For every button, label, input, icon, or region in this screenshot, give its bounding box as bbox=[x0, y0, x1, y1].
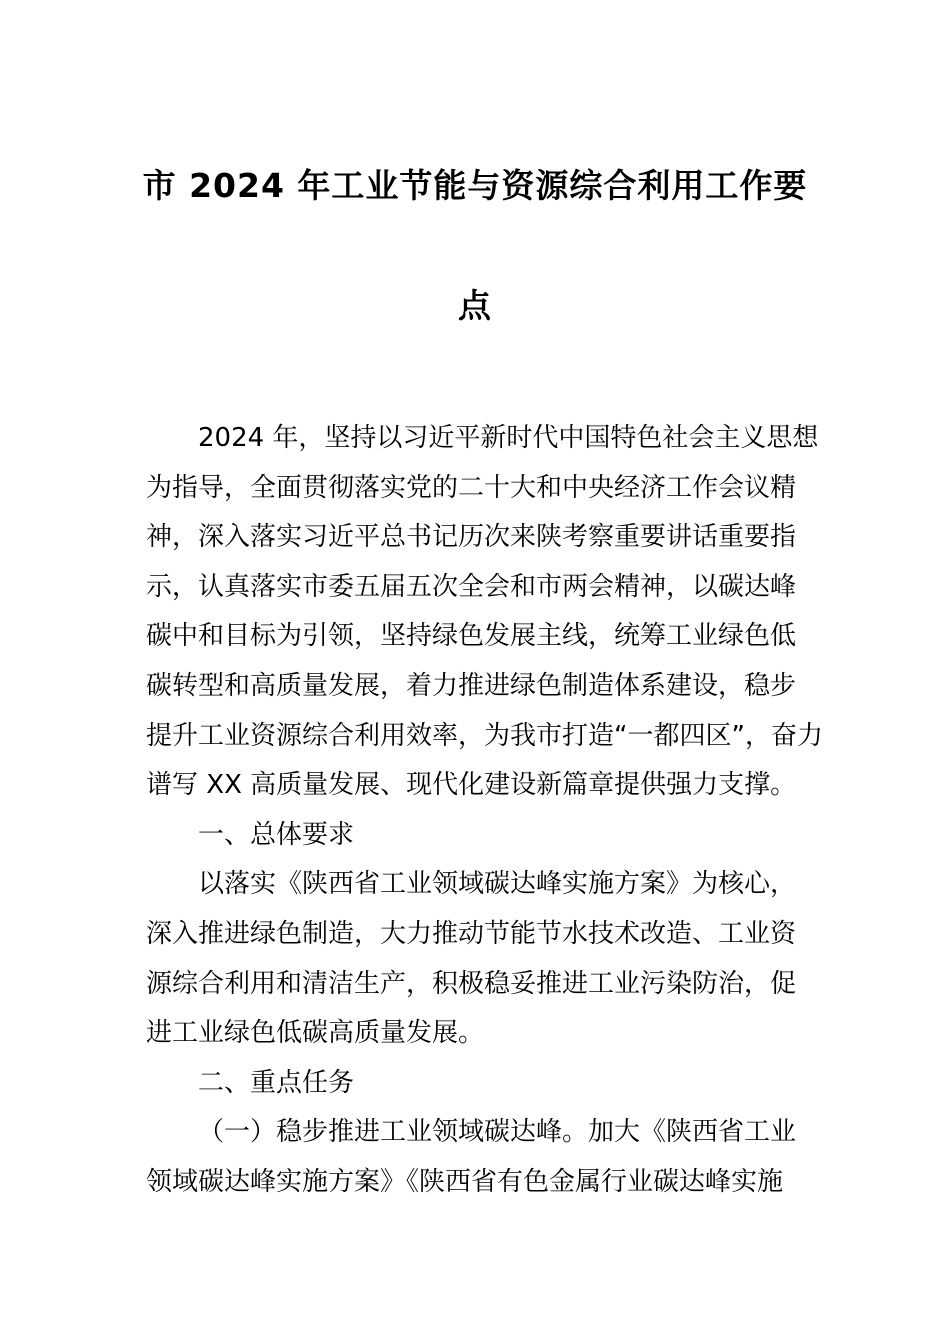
paragraph-1-line-8: 谱写 XX 高质量发展、现代化建设新篇章提供强力支撑。 bbox=[146, 770, 797, 801]
paragraph-1-line-4: 示，认真落实市委五届五次全会和市两会精神，以碳达峰 bbox=[146, 571, 797, 602]
paragraph-2-line-4: 进工业绿色低碳高质量发展。 bbox=[146, 1018, 485, 1049]
paragraph-1-line-1: 2024 年，坚持以习近平新时代中国特色社会主义思想 bbox=[198, 423, 819, 453]
paragraph-2-line-2: 深入推进绿色制造，大力推动节能节水技术改造、工业资 bbox=[146, 918, 797, 949]
document-body bbox=[146, 414, 823, 1208]
paragraph-1-line-5: 碳中和目标为引领，坚持绿色发展主线，统筹工业绿色低 bbox=[146, 621, 797, 652]
paragraph-1-line-6: 碳转型和高质量发展，着力推进绿色制造体系建设，稳步 bbox=[146, 670, 797, 701]
paragraph-2-line-3: 源综合利用和清洁生产，积极稳妥推进工业污染防治，促 bbox=[146, 968, 797, 999]
paragraph-3-line-1: （一）稳步推进工业领域碳达峰。加大《陕西省工业 bbox=[198, 1117, 797, 1148]
section-heading-2: 二、重点任务 bbox=[198, 1067, 355, 1098]
paragraph-1-line-7: 提升工业资源综合利用效率，为我市打造“一都四区”，奋力 bbox=[146, 720, 823, 751]
document-title-line-1: 市 2024 年工业节能与资源综合利用工作要 bbox=[142, 166, 808, 205]
paragraph-2-line-1: 以落实《陕西省工业领域碳达峰实施方案》为核心， bbox=[198, 869, 797, 900]
document-title-line-2: 点 bbox=[458, 286, 492, 325]
paragraph-3-line-2: 领域碳达峰实施方案》《陕西省有色金属行业碳达峰实施 bbox=[146, 1166, 784, 1197]
paragraph-1-line-2: 为指导，全面贯彻落实党的二十大和中央经济工作会议精 bbox=[146, 472, 797, 503]
section-heading-1: 一、总体要求 bbox=[198, 819, 355, 850]
paragraph-1-line-3: 神，深入落实习近平总书记历次来陕考察重要讲话重要指 bbox=[146, 522, 797, 553]
